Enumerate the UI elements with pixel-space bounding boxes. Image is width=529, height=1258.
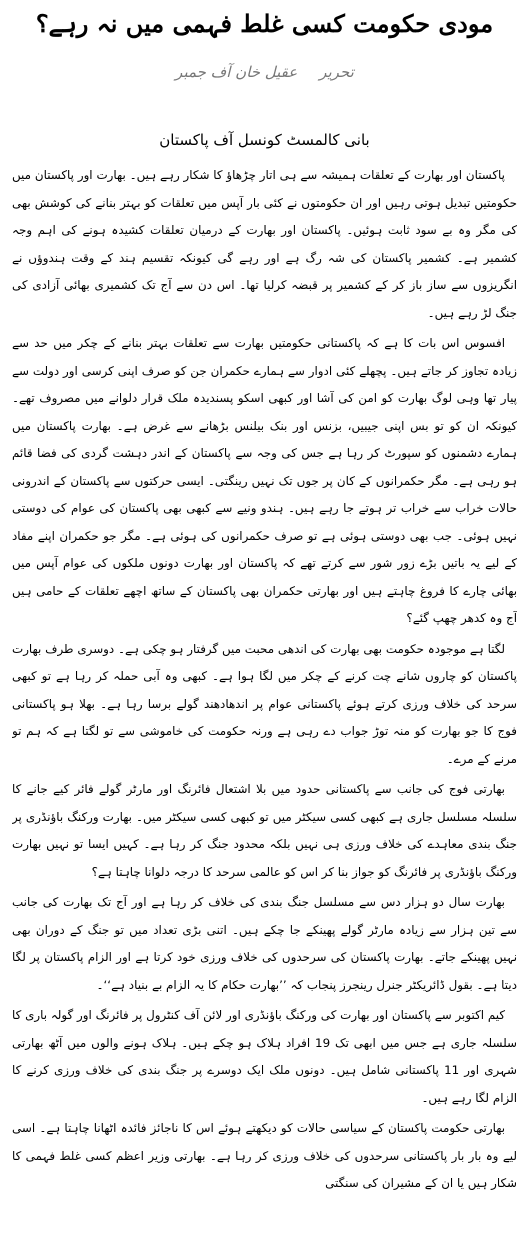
article-paragraph: بھارت سال دو ہزار دس سے مسلسل جنگ بندی کی خلاف کر رہا ہے اور آج تک بھارت کی جانب سے تین ہزار سے زیادہ مارٹر گولے پھینکے جا چکے ہیں۔ اتنی بڑی تعداد میں تو جنگ کے دوران بھی نہیں پھینکے جاتے۔ بھارت پاکستان کی سرحدوں کی خلاف ورزی خود کرتا ہے اور الزام پاکستان پر لگا دیتا ہے۔ بقول ڈائریکٹر جنرل رینجرز پنجاب کہ ’’بھارت حکام کا یہ الزام بے بنیاد ہے‘‘۔ [12, 895, 517, 992]
article-body [12, 162, 517, 1256]
author-name: عقیل خان آف جمبر [175, 63, 298, 81]
article-paragraph: لگتا ہے موجودہ حکومت بھی بھارت کی اندھی محبت میں گرفتار ہو چکی ہے۔ دوسری طرف بھارت پاکستان کو چاروں شانے چت کرنے کے چکر میں لگا ہوا ہے۔ کبھی وہ آبی حملہ کر رہا ہے تو کبھی سرحد کی خلاف ورزی کرتے ہوئے پاکستانی عوام پر اندھادھند گولے برسا رہا ہے۔ بھلا ہو پاکستانی فوج کا جو بھارت کو منہ توڑ جواب دے رہی ہے ورنہ حکومت کی خاموشی سے تو لگتا ہے کہ ہم تو مرنے کے مرے۔ [12, 641, 517, 766]
author-affiliation: بانی کالمسٹ کونسل آف پاکستان [159, 131, 370, 149]
byline [0, 60, 529, 84]
byline-prefix: تحریر [319, 63, 354, 81]
article-title: مودی حکومت کسی غلط فہمی میں نہ رہے؟ [35, 9, 494, 38]
article-paragraph: افسوس اس بات کا ہے کہ پاکستانی حکومتیں بھارت سے تعلقات بہتر بنانے کے چکر میں حد سے زیادہ تجاوز کر جاتے ہیں۔ پچھلے کئی ادوار سے ہمارے حکمران جن کو صرف اپنی کرسی اور دولت سے پیار تھا وہی لوگ بھارت کو امن کی آشا اور کبھی اسکو پسندیدہ ملک قرار دلوانے میں مصروف تھے۔ کیونکہ ان کو تو بس اپنی جیبیں، بزنس اور بنک بیلنس بڑھانے سے غرض ہے۔ بھارت پاکستان میں ہمارے دشمنوں کو سپورٹ کر رہا ہے جس کی وجہ سے پاکستان کے اندر دہشت گردی کی فضا قائم ہو رہی ہے۔ مگر حکمرانوں کے کان پر جوں تک نہیں رینگتی۔ ایسی حرکتوں سے پاکستان کے اندرونی حالات خراب سے خراب تر ہوتے جا رہے ہیں۔ ہندو ونیے سے کبھی بھی پاکستان کی عوام کی دوستی نہیں ہوئی۔ جب بھی دوستی ہوئی ہے تو صرف حکمرانوں کی ہوئی ہے۔ مگر جو حکمران اپنے مفاد کے لیے یہ باتیں بڑے زور شور سے کرتے تھے کہ پاکستان اور بھارت دونوں ملکوں کی عوام آپس میں بھائی چارے کا فروغ چاہتے ہیں اور بھارتی حکمران بھی پاکستان کے ساتھ اچھے تعلقات کے حامی ہیں آج وہ کدھر چھپ گئے؟ [12, 336, 517, 625]
article-paragraph: بھارتی فوج کی جانب سے پاکستانی حدود میں بلا اشتعال فائرنگ اور مارٹر گولے فائر کیے جانے کا سلسلہ مسلسل جاری ہے کبھی کسی سیکٹر میں تو کبھی کسی سیکٹر میں۔ بھارت ورکنگ باؤنڈری پر جنگ بندی معاہدے کی خلاف ورزی ہی نہیں بلکہ محدود جنگ کر رہا ہے۔ کہیں ایسا تو نہیں بھارت ورکنگ باؤنڈری پر فائرنگ کو جواز بنا کر اس کو عالمی سرحد کا درجہ دلوانا چاہتا ہے؟ [12, 782, 517, 879]
article-paragraph: کیم اکتوبر سے پاکستان اور بھارت کی ورکنگ باؤنڈری اور لائن آف کنٹرول پر فائرنگ اور گولہ باری کا سلسلہ جاری ہے جس میں ابھی تک 19 افراد ہلاک ہو چکے ہیں۔ ہلاک ہونے والوں میں آٹھ بھارتی شہری اور 11 پاکستانی شامل ہیں۔ دونوں ملک ایک دوسرے پر جنگ بندی کی خلاف ورزی کرنے کا الزام لگا رہے ہیں۔ [12, 1008, 517, 1105]
article-paragraph: بھارتی حکومت پاکستان کے سیاسی حالات کو دیکھتے ہوئے اس کا ناجائز فائدہ اٹھانا چاہتا ہے۔ اسی لیے وہ بار بار پاکستانی سرحدوں کی خلاف ورزی کر رہا ہے۔ بھارتی وزیر اعظم کسی غلط فہمی کا شکار ہیں یا ان کے مشیران کی سنگتی [12, 1121, 517, 1190]
article-paragraph: پاکستان اور بھارت کے تعلقات ہمیشہ سے ہی اتار چڑھاؤ کا شکار رہے ہیں۔ بھارت اور پاکستان میں حکومتیں تبدیل ہوتی رہیں اور ان حکومتوں نے کئی بار آپس میں تعلقات کو بہتر بنانے کی کوشش بھی کی مگر وہ بے سود ثابت ہوئیں۔ پاکستان اور بھارت کے درمیان تعلقات کشیدہ ہونے کی اہم وجہ کشمیر ہے۔ کشمیر پاکستان کی شہ رگ ہے اور رہے گی کیونکہ تقسیم ہند کے وقت ہندوؤں نے انگریزوں سے ساز باز کر کے کشمیر پر قبضہ کرلیا تھا۔ اس دن سے آج تک کشمیری بھائی آزادی کی جنگ لڑ رہے ہیں۔ [12, 168, 517, 320]
